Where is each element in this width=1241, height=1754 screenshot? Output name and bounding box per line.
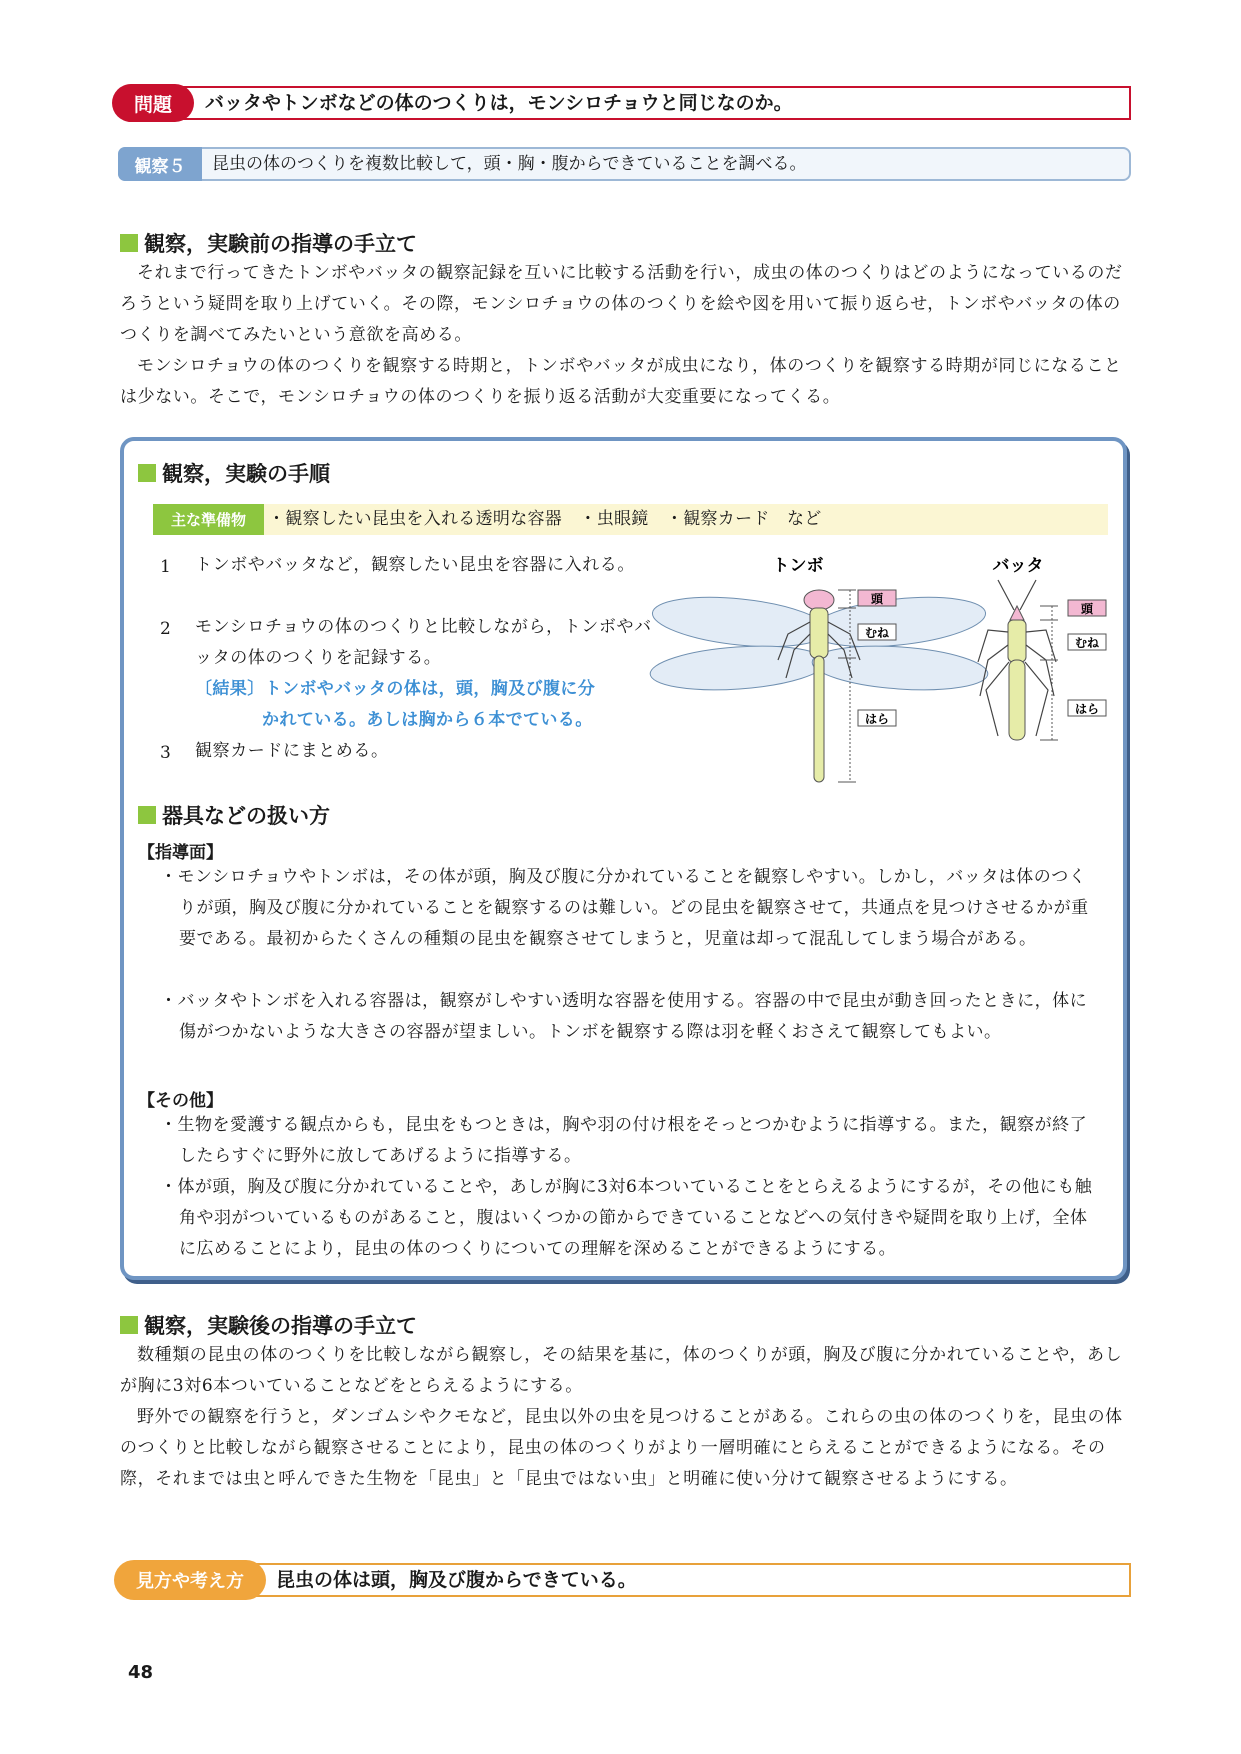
pre-guidance-paragraph-2: モンシロチョウの体のつくりを観察する時期と，トンボやバッタが成虫になり，体のつくりを観察する時期が同じになることは少ない。そこで，モンシロチョウの体のつくりを振り返る活動が大変重要になってくる。 [120,356,1122,407]
materials-text: ・観察したい昆虫を入れる透明な容器 ・虫眼鏡 ・観察カード など [268,509,822,529]
pre-guidance-title: 観察，実験前の指導の手立て [144,232,417,256]
green-square-icon [138,464,156,482]
dragonfly-label-head: 頭 [870,592,884,606]
green-square-icon [120,1316,138,1334]
post-guidance-title: 観察，実験後の指導の手立て [144,1314,417,1338]
step-number: 2 [160,619,171,639]
grasshopper-label-head: 頭 [1080,602,1094,616]
observation-text: 昆虫の体のつくりを複数比較して，頭・胸・腹からできていることを調べる。 [212,154,807,174]
guidance-item: ・バッタやトンボを入れる容器は，観察がしやすい透明な容器を使用する。容器の中で昆虫が動き回ったときに，体に傷がつかないような大きさの容器が望ましい。トンボを観察する際は羽を軽くおさえて観察してもよい。 [160,991,1088,1042]
problem-label: 問題 [112,84,194,122]
other-item: ・体が頭，胸及び腹に分かれていることや，あしが胸に3対6本ついていることをとらえるようにするが，その他にも触角や羽がついているものがあること，腹はいくつかの節からできていることなどへの気付きや疑問を取り上げ，全体に広めることにより，昆虫の体のつくりについての理解を深めることができるようにする。 [160,1177,1093,1259]
guidance-subheading: 【指導面】 [138,843,223,863]
pre-guidance-paragraph-1: それまで行ってきたトンボやバッタの観察記録を互いに比較する活動を行い，成虫の体のつくりはどのようになっているのだろうという疑問を取り上げていく。その際，モンシロチョウの体のつくりを絵や図を用いて振り返らせ，トンボやバッタの体のつくりを調べてみたいという意欲を高める。 [120,263,1123,345]
problem-text: バッタやトンボなどの体のつくりは，モンシロチョウと同じなのか。 [205,92,793,114]
procedure-heading [138,458,330,488]
post-guidance-heading [120,1310,417,1340]
dragonfly-title: トンボ [772,556,824,576]
other-item: ・生物を愛護する観点からも，昆虫をもつときは，胸や羽の付け根をそっとつかむように指導する。また，観察が終了したらすぐに野外に放してあげるように指導する。 [160,1115,1088,1166]
green-square-icon [120,234,138,252]
conclusion-text: 昆虫の体は頭，胸及び腹からできている。 [276,1569,637,1591]
step-text: 観察カードにまとめる。 [195,741,389,761]
step-number: 1 [160,557,171,577]
dragonfly-label-chest: むね [864,626,890,640]
handling-heading [138,800,330,830]
grasshopper-label-abdomen: はら [1074,702,1100,716]
step-number: 3 [160,743,171,763]
conclusion-label: 見方や考え方 [114,1560,266,1600]
result-line-1: 〔結果〕トンボやバッタの体は，頭，胸及び腹に分 [195,679,596,699]
procedure-title: 観察，実験の手順 [162,462,330,486]
green-square-icon [138,806,156,824]
dragonfly-label-abdomen: はら [864,712,890,726]
handling-title: 器具などの扱い方 [162,804,330,828]
materials-label: 主な準備物 [153,504,264,535]
dragonfly-illustration [649,590,990,782]
result-line-2: かれている。あしは胸から６本でている。 [262,710,593,730]
grasshopper-title: バッタ [992,556,1044,576]
observation-label: 観察５ [118,147,202,181]
pre-guidance-heading [120,228,417,258]
guidance-item: ・モンシロチョウやトンボは，その体が頭，胸及び腹に分かれていることを観察しやすい。しかし，バッタは体のつくりが頭，胸及び腹に分かれていることを観察するのは難しい。どの昆虫を観察させて，共通点を見つけさせるかが重要である。最初からたくさんの種類の昆虫を観察させてしまうと，児童は却って混乱してしまう場合がある。 [160,867,1089,949]
other-subheading: 【その他】 [138,1091,223,1111]
insect-body-figure [648,550,1118,800]
post-guidance-paragraph-2: 野外での観察を行うと，ダンゴムシやクモなど，昆虫以外の虫を見つけることがある。これらの虫の体のつくりを，昆虫の体のつくりと比較しながら観察させることにより，昆虫の体のつくりがより一層明確にとらえることができるようになる。その際，それまでは虫と呼んできた生物を「昆虫」と「昆虫ではない虫」と明確に使い分けて観察させるようにする。 [120,1407,1123,1489]
post-guidance-paragraph-1: 数種類の昆虫の体のつくりを比較しながら観察し，その結果を基に，体のつくりが頭，胸及び腹に分かれていることや，あしが胸に3対6本ついていることなどをとらえるようにする。 [120,1345,1123,1396]
step-text: トンボやバッタなど，観察したい昆虫を容器に入れる。 [195,555,635,575]
step-text: モンシロチョウの体のつくりと比較しながら，トンボやバッタの体のつくりを記録する。 [195,617,652,668]
page-number: 48 [128,1662,154,1683]
grasshopper-label-chest: むね [1074,636,1100,650]
